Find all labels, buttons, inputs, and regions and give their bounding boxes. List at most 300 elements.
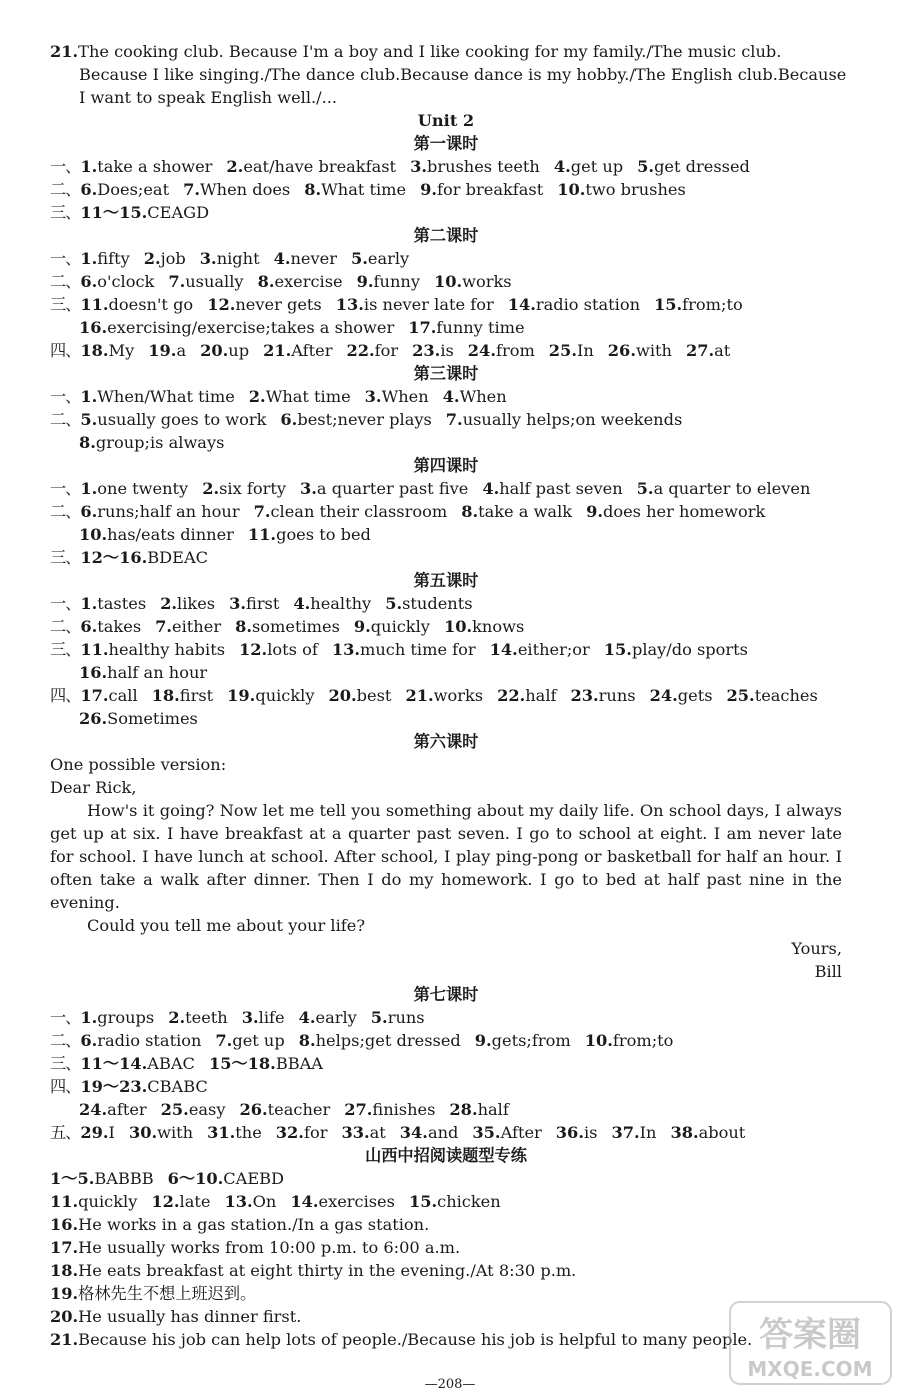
answer-item [50,1284,256,1303]
item-number: 10. [584,1031,613,1050]
letter-body: How's it going? Now let me tell you something about my daily life. On school days, I always get up at six. I have breakfast at a quarter past seven. I go to school at eight. I am never late for school. I have lunch at school. After school, I play ping-pong or basketball for half an hour. I often take a walk after dinner. Then I do my homework. I go to bed at half past nine in the evening. [50,801,842,912]
answer-item [332,640,476,659]
item-number: 3. [410,157,427,176]
item-number: 26. [607,341,636,360]
answer-line [50,707,842,730]
answer-text: students [402,594,473,613]
item-number: 3. [364,387,382,406]
answer-text: 格林先生不想上班迟到。 [78,1284,257,1303]
answer-text: play/do sports [631,640,748,659]
answer-item [508,295,640,314]
answer-line [50,63,847,86]
answer-item [497,686,556,705]
answer-text: get up [570,157,624,176]
item-number: 12. [207,295,236,314]
item-number: 15～18. [208,1054,276,1073]
answer-line [50,500,842,523]
answer-line [50,546,842,569]
item-number: 19. [227,686,256,705]
answer-text: first [179,686,214,705]
answer-item [371,1008,425,1027]
answer-text: has/eats dinner [107,525,234,544]
answer-text: with [635,341,672,360]
answer-item [144,249,186,268]
answer-text: early [315,1008,357,1027]
answer-item [686,341,730,360]
part-number: 三、 [50,1054,81,1073]
answer-text: CEAGD [147,203,210,222]
answer-text: likes [177,594,216,613]
lesson-heading: 第四课时 [413,456,479,475]
page-number: —208— [424,1377,476,1392]
answer-item [549,341,594,360]
item-number: 23. [412,341,441,360]
answer-item [571,686,636,705]
item-number: 2. [160,594,178,613]
item-number: 1. [80,387,98,406]
answer-item [472,1123,541,1142]
answer-item [168,1169,284,1188]
item-number: 8. [257,272,275,291]
item-number: 7. [253,502,271,521]
item-number: 5. [385,594,403,613]
item-number: 4. [442,387,460,406]
answer-text: one twenty [97,479,189,498]
answer-item [300,479,468,498]
item-number: 6. [280,410,298,429]
answer-item [412,341,454,360]
answer-text: teeth [185,1008,228,1027]
answer-text: easy [188,1100,226,1119]
answer-text: He works in a gas station./In a gas station. [78,1215,430,1234]
answer-item [50,1215,429,1234]
item-number: 1. [80,479,98,498]
answer-text: teaches [754,686,818,705]
answer-text: at [369,1123,386,1142]
item-number: 9. [586,502,603,521]
answer-line [50,201,842,224]
item-number: 20. [200,341,229,360]
answer-line [50,1075,842,1098]
answer-item [585,1031,674,1050]
answer-text: healthy [310,594,372,613]
answer-item [365,387,429,406]
item-number: 14. [290,1192,319,1211]
answer-item [274,249,337,268]
answer-line [50,86,842,109]
answer-item [239,640,318,659]
answer-item [80,1123,115,1142]
item-number: 1. [80,594,98,613]
item-number: 4. [273,249,291,268]
item-number: 28. [449,1100,478,1119]
answer-line [50,1305,842,1328]
item-number: 7. [215,1031,233,1050]
item-number: 6. [80,1031,98,1050]
item-number: 29. [80,1123,109,1142]
answer-text: ABAC [147,1054,195,1073]
lesson-heading: 第五课时 [413,571,479,590]
svg-text:答案圈: 答案圈 [759,1315,861,1355]
answer-text: funny [373,272,420,291]
item-number: 16. [79,663,108,682]
answer-item [240,1100,331,1119]
answer-text: for [303,1123,328,1142]
answer-text: up [228,341,250,360]
answer-line [50,178,842,201]
answer-item [254,502,448,521]
answer-item [242,1008,285,1027]
part-number: 二、 [50,180,81,199]
answer-text: runs [598,686,636,705]
part-number: 五、 [50,1123,81,1142]
answer-text: and [427,1123,459,1142]
answer-text: works [433,686,484,705]
item-number: 14. [489,640,518,659]
answer-text: two brushes [585,180,686,199]
answer-item [443,387,507,406]
answer-text: When/What time [97,387,235,406]
answer-item [200,341,249,360]
answer-item [80,1077,207,1096]
watermark-logo [728,1300,893,1386]
item-number: 11～15. [80,203,148,222]
answer-text: never [290,249,337,268]
answer-text: life [258,1008,285,1027]
answer-text: gets [677,686,713,705]
item-number: 14. [507,295,536,314]
item-number: 16. [50,1215,79,1234]
shanxi-reading-practice [50,1144,842,1351]
answer-item [299,1008,357,1027]
answer-item [354,617,430,636]
item-number: 33. [341,1123,370,1142]
answer-page [50,40,847,1351]
composition-intro: One possible version: [50,755,227,774]
answer-line [50,155,842,178]
answer-item [80,640,225,659]
answer-item [446,410,682,429]
answer-item [215,1031,284,1050]
answer-item [449,1100,508,1119]
answer-line [50,408,842,431]
answer-line [50,270,842,293]
answer-text: What time [265,387,351,406]
answer-text: quickly [370,617,430,636]
answer-line [50,247,842,270]
answer-text: the [235,1123,262,1142]
answer-item [50,1261,576,1280]
answer-text: usually helps;on weekends [462,410,683,429]
answer-text: take a walk [478,502,573,521]
answer-item [207,295,322,314]
answer-text: usually [185,272,244,291]
answer-text: When [459,387,507,406]
answer-item [248,525,371,544]
answer-line [50,1190,842,1213]
answer-text: take a shower [97,157,213,176]
item-number: 21. [405,686,434,705]
lesson-heading: 第二课时 [413,226,479,245]
answer-text: is [583,1123,598,1142]
answer-item [444,617,524,636]
item-number: 10. [443,617,473,636]
item-number: 2. [226,157,244,176]
item-number: 19. [50,1284,79,1303]
answer-text: In [576,341,594,360]
answer-line [50,1121,842,1144]
answer-item [80,686,137,705]
answer-text: gets;from [491,1031,571,1050]
item-number: 19～23. [80,1077,148,1096]
answer-text: The cooking club. Because I'm a boy and I like cooking for my family./The music club. [78,42,782,61]
item-number: 9. [474,1031,492,1050]
item-number: 17. [408,318,437,337]
answer-item [79,433,224,452]
item-number: 1. [80,157,98,176]
part-number: 一、 [50,479,81,498]
item-number: 25. [548,341,577,360]
part-number: 三、 [50,203,81,222]
answer-item [79,663,207,682]
answer-item [344,1100,435,1119]
item-number: 11. [247,525,277,544]
item-number: 7. [155,617,173,636]
answer-text: finishes [372,1100,436,1119]
item-number: 20. [50,1307,79,1326]
answer-text: o'clock [97,272,155,291]
answer-line [50,1006,842,1029]
part-number: 四、 [50,686,81,705]
answer-text: teacher [267,1100,331,1119]
answer-text: What time [321,180,407,199]
answer-text: BDEAC [147,548,209,567]
answer-text: radio station [535,295,640,314]
answer-item [293,594,371,613]
answer-item [80,502,239,521]
answer-item [50,1238,460,1257]
item-number: 11～14. [80,1054,148,1073]
answer-item [357,272,420,291]
answer-item [80,594,146,613]
answer-item [586,502,765,521]
part-number: 四、 [50,341,81,360]
letter-signature: Bill [814,962,842,981]
item-number: 8. [235,617,252,636]
answer-text: a [176,341,187,360]
item-number: 15. [408,1192,438,1211]
answer-text: about [698,1123,746,1142]
item-number: 11. [50,1192,79,1211]
item-number: 2. [202,479,220,498]
answer-text: On [252,1192,277,1211]
answer-item [637,479,811,498]
part-number: 二、 [50,272,81,291]
item-number: 32. [275,1123,304,1142]
answer-text: first [246,594,280,613]
answer-item [654,295,743,314]
answer-item [224,1192,276,1211]
lessons-1-5 [50,132,842,730]
answer-text: a quarter past five [316,479,469,498]
item-number: 9. [353,617,371,636]
item-number: 24. [79,1100,108,1119]
answer-line [50,477,842,500]
item-number: 19. [148,341,177,360]
answer-item [405,686,483,705]
answer-item [650,686,713,705]
answer-item [80,410,266,429]
item-number: 8. [298,1031,316,1050]
answer-item [200,249,260,268]
answer-text: sometimes [251,617,340,636]
item-number: 5. [370,1008,388,1027]
answer-text: CAEBD [223,1169,285,1188]
answer-line [50,684,842,707]
part-number: 三、 [50,548,81,567]
answer-item [351,249,409,268]
item-number: 22. [497,686,526,705]
item-number: 23. [570,686,599,705]
answer-line [50,592,842,615]
item-number: 27. [344,1100,373,1119]
answer-item [556,1123,598,1142]
part-number: 三、 [50,295,81,314]
item-number: 2. [143,249,161,268]
answer-text: groups [97,1008,155,1027]
answer-text: a quarter to eleven [653,479,811,498]
item-number: 24. [467,341,496,360]
answer-item [80,1031,201,1050]
item-number: 12. [151,1192,180,1211]
answer-text: tastes [97,594,147,613]
item-number: 10. [79,525,108,544]
answer-item [280,410,431,429]
answer-item [258,272,343,291]
answer-item [229,594,279,613]
item-number: 9. [356,272,374,291]
answer-text: Sometimes [107,709,198,728]
answer-item [80,387,234,406]
answer-item [604,640,748,659]
item-number: 13. [331,640,360,659]
answer-line [50,1282,842,1305]
answer-item [80,157,212,176]
answer-item [183,180,290,199]
answer-item [409,1192,501,1211]
part-number: 二、 [50,617,81,636]
item-number: 25. [726,686,755,705]
answer-text: at [714,341,731,360]
item-number: 25. [160,1100,189,1119]
answer-text: does her homework [602,502,766,521]
answer-item [235,617,340,636]
part-number: 二、 [50,410,81,429]
answer-item [670,1123,745,1142]
item-number: 20. [328,686,357,705]
answer-item [80,1008,154,1027]
item-number: 12～16. [80,548,148,567]
item-number: 12. [239,640,268,659]
answer-line [50,1098,842,1121]
item-number: 21. [50,1330,79,1349]
answer-item [329,686,392,705]
answer-text: exercise [274,272,343,291]
part-number: 四、 [50,1077,81,1096]
answer-item [249,387,351,406]
answer-item [80,249,129,268]
answer-item [80,203,209,222]
answer-line [50,1029,842,1052]
answer-item [160,594,215,613]
answer-text: He eats breakfast at eight thirty in the evening./At 8:30 p.m. [78,1261,577,1280]
item-number: 10. [433,272,463,291]
answer-text: In [639,1123,657,1142]
answer-text: night [216,249,260,268]
answer-text: fifty [97,249,130,268]
answer-text: clean their classroom [270,502,448,521]
answer-item [490,640,590,659]
item-number: 6. [80,272,98,291]
item-number: 8. [79,433,96,452]
item-number: 31. [207,1123,236,1142]
answer-line [50,431,842,454]
answer-item [434,272,512,291]
answer-line [50,523,842,546]
answer-item [207,1123,262,1142]
answer-text: after [107,1100,147,1119]
part-number: 一、 [50,249,81,268]
item-number: 4. [482,479,500,498]
answer-item [482,479,622,498]
answer-item [79,318,394,337]
answer-item [299,1031,461,1050]
answer-item [79,525,234,544]
answer-item [50,1307,301,1326]
item-number: 8. [461,502,479,521]
answer-item [80,617,141,636]
answer-text: get up [232,1031,285,1050]
answer-item [151,1192,210,1211]
lesson-heading: 第三课时 [413,364,479,383]
answer-item [468,341,535,360]
item-number: 7. [445,410,463,429]
item-number: 15. [654,295,683,314]
item-number: 34. [399,1123,428,1142]
answer-item [152,686,214,705]
answer-text: either [172,617,222,636]
answer-text: runs [387,1008,425,1027]
answer-text: After [291,341,333,360]
item-number: 6. [80,617,98,636]
answer-text: from;to [682,295,743,314]
answer-line [50,40,842,63]
item-number: 3. [229,594,247,613]
letter-closing: Yours, [791,939,842,958]
answer-item [209,1054,323,1073]
answer-item [50,1169,154,1188]
item-number: 1. [80,1008,98,1027]
item-number: 30. [128,1123,158,1142]
answer-text: exercises [318,1192,395,1211]
answer-line [50,1328,842,1351]
answer-item [79,709,198,728]
answer-text: BABBB [94,1169,154,1188]
answer-text: exercising/exercise;takes a shower [107,318,395,337]
answer-text: runs;half an hour [97,502,240,521]
item-number: 26. [79,709,108,728]
part-number: 三、 [50,640,81,659]
